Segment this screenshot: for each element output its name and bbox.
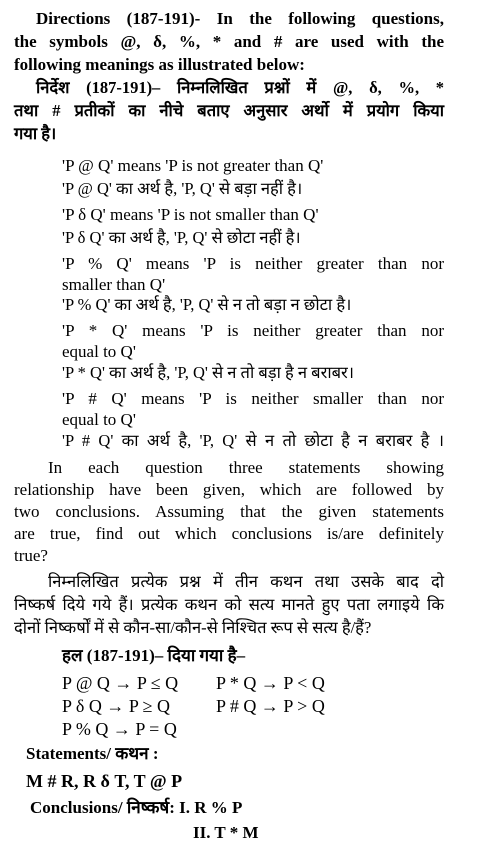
conclusion-1: Conclusions/ निष्कर्ष: I. R % P bbox=[30, 798, 243, 817]
instruction-en-line-5: true? bbox=[14, 546, 48, 565]
instruction-en-line-2: relationship have been given, which are followed by bbox=[14, 480, 444, 499]
directions-hi-line-2: तथा # प्रतीकों का नीचे बताए अनुसार अर्थो में प्रयोग किया bbox=[14, 101, 444, 120]
definition-delta-en: 'P δ Q' means 'P is not smaller than Q' bbox=[62, 205, 319, 224]
rule-percent: P % Q → P = Q bbox=[62, 719, 177, 739]
definition-hash-hi: 'P # Q' का अर्थ है, 'P, Q' से न तो छोटा है न बराबर है । bbox=[62, 431, 444, 450]
definition-percent-hi: 'P % Q' का अर्थ है, 'P, Q' से न तो बड़ा न छोटा है। bbox=[62, 295, 352, 314]
instruction-en-line-1: In each question three statements showing bbox=[48, 458, 444, 477]
rule-at: P @ Q → P ≤ Q bbox=[62, 673, 179, 693]
definition-percent-en-2: smaller than Q' bbox=[62, 275, 166, 294]
definition-star-en-1: 'P * Q' means 'P is neither greater than nor bbox=[62, 321, 444, 340]
solution-heading: हल (187-191)– दिया गया है– bbox=[62, 646, 246, 665]
instruction-en-line-3: two conclusions. Assuming that the given statements bbox=[14, 502, 444, 521]
definition-star-en-2: equal to Q' bbox=[62, 342, 136, 361]
rule-hash: P # Q → P > Q bbox=[216, 696, 325, 716]
conclusion-2: II. T * M bbox=[193, 823, 259, 842]
instruction-hi-line-2: निष्कर्ष दिये गये हैं। प्रत्येक कथन को सत्य मानते हुए पता लगाइये कि bbox=[14, 595, 444, 614]
definition-star-hi: 'P * Q' का अर्थ है, 'P, Q' से न तो बड़ा है न बराबर। bbox=[62, 363, 355, 382]
directions-en-line-1: Directions (187-191)- In the following questions, bbox=[36, 9, 444, 28]
definition-delta-hi: 'P δ Q' का अर्थ है, 'P, Q' से छोटा नहीं है। bbox=[62, 228, 301, 247]
definition-hash-en-2: equal to Q' bbox=[62, 410, 136, 429]
directions-hi-line-1: निर्देश (187-191)– निम्नलिखित प्रश्नों में @, δ, %, * bbox=[36, 78, 444, 97]
statements-label: Statements/ कथन : bbox=[26, 744, 159, 763]
definition-hash-en-1: 'P # Q' means 'P is neither smaller than nor bbox=[62, 389, 444, 408]
instruction-en-line-4: are true, find out which conclusions is/are definitely bbox=[14, 524, 444, 543]
definition-at-hi: 'P @ Q' का अर्थ है, 'P, Q' से बड़ा नहीं है। bbox=[62, 179, 303, 198]
definition-percent-en-1: 'P % Q' means 'P is neither greater than nor bbox=[62, 254, 444, 273]
statements-text: M # R, R δ T, T @ P bbox=[26, 771, 183, 791]
rule-delta: P δ Q → P ≥ Q bbox=[62, 696, 171, 716]
instruction-hi-line-3: दोनों निष्कर्षों में से कौन-सा/कौन-से निश्चित रूप से सत्य है/हैं? bbox=[14, 618, 372, 637]
rule-star: P * Q → P < Q bbox=[216, 673, 325, 693]
directions-en-line-2: the symbols @, δ, %, * and # are used with the bbox=[14, 32, 444, 51]
definition-at-en: 'P @ Q' means 'P is not greater than Q' bbox=[62, 156, 324, 175]
instruction-hi-line-1: निम्नलिखित प्रत्येक प्रश्न में तीन कथन तथा उसके बाद दो bbox=[48, 572, 444, 591]
directions-hi-line-3: गया है। bbox=[14, 124, 57, 143]
directions-en-line-3: following meanings as illustrated below: bbox=[14, 55, 305, 74]
